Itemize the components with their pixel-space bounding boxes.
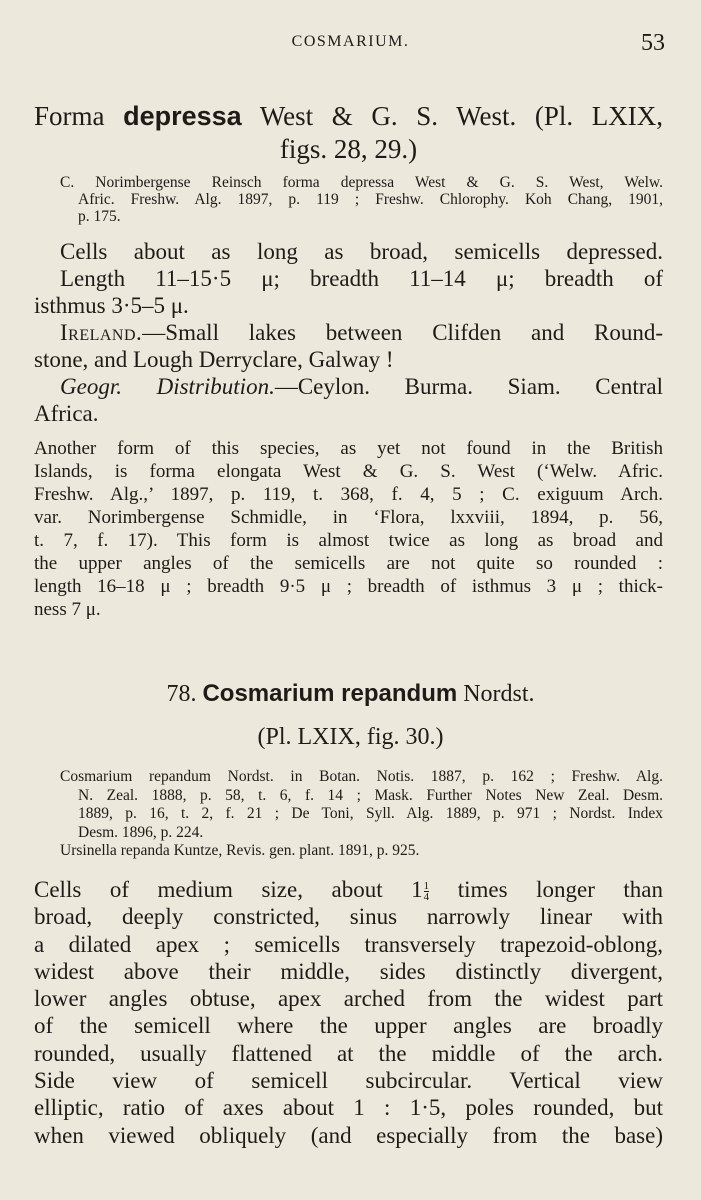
forma-heading bbox=[34, 100, 663, 166]
description-line: elliptic, ratio of axes about 1 : 1·5, poles rounded, but bbox=[34, 1095, 663, 1121]
description-line: when viewed obliquely (and especially from the base) bbox=[34, 1122, 663, 1148]
geogr-label: Geogr. Distribution. bbox=[60, 374, 275, 399]
description-line: Side view of semicell subcircular. Vertical view bbox=[34, 1068, 663, 1094]
geogr-text: Africa. bbox=[34, 401, 99, 426]
species-plate: (Pl. LXIX, fig. 30.) bbox=[257, 724, 444, 750]
ireland-text: stone, and Lough Derryclare, Galway ! bbox=[34, 347, 394, 372]
forma-description bbox=[34, 238, 664, 427]
species-author: Nordst. bbox=[463, 681, 535, 707]
description-line: lower angles obtuse, apex arched from the widest part bbox=[34, 986, 663, 1012]
ireland-line bbox=[60, 319, 663, 346]
synonymy-line: Desm. 1896, p. 224. bbox=[78, 823, 204, 841]
synonymy-line: 1889, p. 16, t. 2, f. 21 ; De Toni, Syll. Alg. 1889, p. 971 ; Nordst. Index bbox=[78, 805, 663, 822]
description-line: Cells about as long as broad, semicells depressed. bbox=[60, 239, 663, 264]
forma-name: depressa bbox=[123, 101, 242, 131]
note-line: Another form of this species, as yet not found in the British bbox=[34, 438, 663, 459]
synonymy-line: N. Zeal. 1888, p. 58, t. 6, f. 14 ; Mask. Further Notes New Zeal. Desm. bbox=[78, 786, 663, 804]
synonymy-line: Ursinella repanda Kuntze, Revis. gen. plant. 1891, p. 925. bbox=[60, 842, 420, 859]
note-line: ness 7 μ. bbox=[34, 599, 101, 620]
note-line: length 16–18 μ ; breadth 9·5 μ ; breadth of isthmus 3 μ ; thick- bbox=[34, 576, 663, 597]
species-description bbox=[34, 876, 663, 1149]
forma-synonymy bbox=[60, 174, 663, 225]
forma-figs: figs. 28, 29.) bbox=[279, 134, 418, 164]
description-line: Length 11–15·5 μ; breadth 11–14 μ; breadth of bbox=[60, 266, 663, 291]
synonymy-line: Afric. Freshw. Alg. 1897, p. 119 ; Freshw. Chlorophy. Koh Chang, 1901, bbox=[78, 191, 663, 208]
note-paragraph bbox=[34, 437, 663, 621]
geogr-line bbox=[60, 373, 663, 400]
forma-label: Forma bbox=[34, 101, 105, 131]
synonymy-line: C. Norimbergense Reinsch forma depressa West & G. S. West, Welw. bbox=[60, 174, 663, 191]
forma-authors-plate: West & G. S. West. (Pl. LXIX, bbox=[259, 101, 663, 131]
description-line: of the semicell where the upper angles are broadly bbox=[34, 1013, 663, 1039]
description-line: a dilated apex ; semicells transversely trapezoid-oblong, bbox=[34, 931, 663, 957]
species-number: 78. bbox=[166, 681, 197, 707]
note-line: var. Norimbergense Schmidle, in ‘Flora, lxxviii, 1894, p. 56, bbox=[34, 507, 663, 528]
running-title: COSMARIUM. bbox=[291, 33, 410, 50]
note-line: t. 7, f. 17). This form is almost twice as long as broad and bbox=[34, 530, 663, 551]
note-line: Freshw. Alg.,’ 1897, p. 119, t. 368, f. 4, 5 ; C. exiguum Arch. bbox=[34, 484, 663, 505]
note-line: the upper angles of the semicells are not quite so rounded : bbox=[34, 553, 663, 574]
fraction: $\frac{1}{4}$ bbox=[423, 880, 430, 904]
description-line: isthmus 3·5–5 μ. bbox=[34, 293, 189, 318]
description-line: broad, deeply constricted, sinus narrowly linear with bbox=[34, 904, 663, 930]
geogr-text: —Ceylon. Burma. Siam. Central bbox=[274, 374, 664, 399]
species-synonymy bbox=[60, 768, 663, 861]
synonymy-line: Cosmarium repandum Nordst. in Botan. Notis. 1887, p. 162 ; Freshw. Alg. bbox=[60, 768, 663, 785]
description-line: Cells of medium size, about 1 $\frac{1}{4}$ times longer than bbox=[34, 877, 663, 904]
description-line: rounded, usually flattened at the middle of the arch. bbox=[34, 1040, 663, 1066]
ireland-label: Ireland. bbox=[60, 320, 143, 345]
ireland-text: —Small lakes between Clifden and Round- bbox=[142, 320, 663, 345]
synonymy-line: p. 175. bbox=[78, 208, 121, 225]
species-heading bbox=[0, 680, 701, 708]
page-number: 53 bbox=[641, 30, 665, 56]
description-line: widest above their middle, sides distinctly divergent, bbox=[34, 958, 663, 984]
species-name: Cosmarium repandum bbox=[202, 680, 458, 707]
note-line: Islands, is forma elongata West & G. S. West (‘Welw. Afric. bbox=[34, 461, 663, 482]
